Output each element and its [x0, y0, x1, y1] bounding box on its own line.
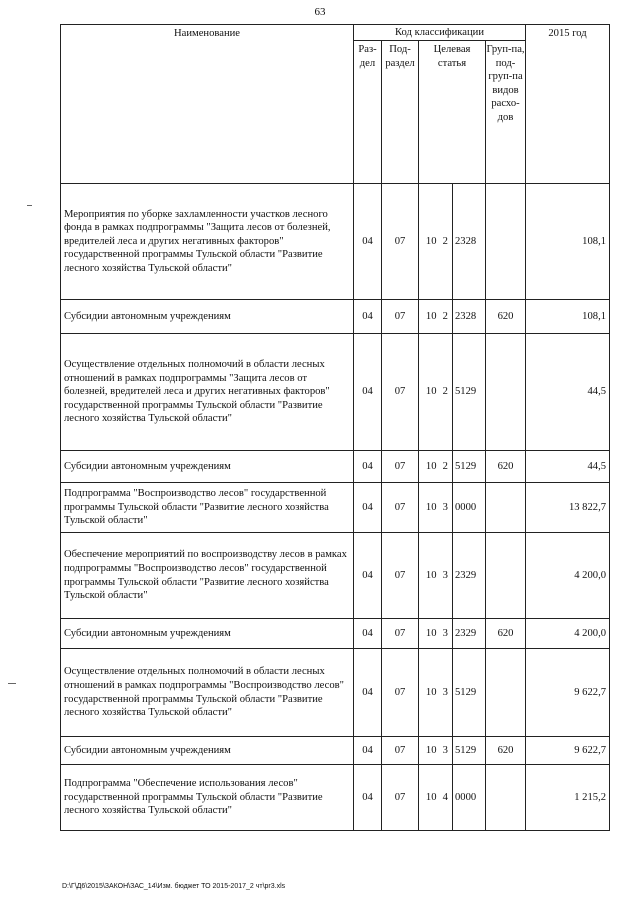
row-podrazdel: 07	[382, 300, 419, 334]
row-value: 9 622,7	[526, 649, 610, 737]
row-podrazdel: 07	[382, 765, 419, 831]
table-body	[61, 184, 610, 831]
table-row	[61, 334, 610, 451]
row-expense-group	[486, 334, 526, 451]
row-target-program: 10	[419, 765, 439, 831]
row-expense-group: 620	[486, 300, 526, 334]
row-podrazdel: 07	[382, 619, 419, 649]
table-row	[61, 483, 610, 533]
row-name: Осуществление отдельных полномочий в области лесных отношений в рамках подпрограммы "Воспроизводство лесов" государственной программы Тульской области "Развитие лесного хозяйства Тульской области"	[61, 649, 354, 737]
header-code: Код классификации	[354, 25, 526, 41]
header-group: Груп-па, под-груп-па видов расхо-дов	[486, 41, 526, 184]
row-expense-group	[486, 533, 526, 619]
row-value: 44,5	[526, 451, 610, 483]
row-name: Субсидии автономным учреждениям	[61, 619, 354, 649]
row-podrazdel: 07	[382, 649, 419, 737]
row-target-subprogram: 2	[439, 451, 453, 483]
row-name: Подпрограмма "Обеспечение использования лесов" государственной программы Тульской области "Развитие лесного хозяйства Тульской области"	[61, 765, 354, 831]
row-target-program: 10	[419, 483, 439, 533]
table-row	[61, 619, 610, 649]
table-row	[61, 300, 610, 334]
scan-mark	[27, 205, 32, 206]
row-target-code: 5129	[453, 334, 486, 451]
row-name: Обеспечение мероприятий по воспроизводству лесов в рамках подпрограммы "Воспроизводство лесов" государственной программы Тульской области "Развитие лесного хозяйства Тульской области"	[61, 533, 354, 619]
header-target: Целевая статья	[419, 41, 486, 184]
row-target-code: 0000	[453, 483, 486, 533]
row-target-subprogram: 3	[439, 483, 453, 533]
row-expense-group	[486, 765, 526, 831]
row-target-subprogram: 4	[439, 765, 453, 831]
row-target-subprogram: 3	[439, 619, 453, 649]
row-target-code: 5129	[453, 451, 486, 483]
header-podrazdel: Под-раздел	[382, 41, 419, 184]
row-target-program: 10	[419, 300, 439, 334]
row-expense-group: 620	[486, 451, 526, 483]
budget-table	[60, 24, 610, 831]
row-target-subprogram: 2	[439, 300, 453, 334]
table-row	[61, 737, 610, 765]
row-value: 4 200,0	[526, 533, 610, 619]
row-razdel: 04	[354, 619, 382, 649]
row-value: 44,5	[526, 334, 610, 451]
row-target-program: 10	[419, 334, 439, 451]
row-target-subprogram: 3	[439, 533, 453, 619]
row-name: Осуществление отдельных полномочий в области лесных отношений в рамках подпрограммы "Защита лесов от болезней, вредителей леса и других негативных факторов" государственной программы Тульской области "Развитие лесного хозяйства Тульской области"	[61, 334, 354, 451]
row-target-program: 10	[419, 619, 439, 649]
header-razdel: Раз-дел	[354, 41, 382, 184]
row-target-code: 2329	[453, 619, 486, 649]
row-expense-group	[486, 649, 526, 737]
row-target-subprogram: 3	[439, 649, 453, 737]
row-target-program: 10	[419, 737, 439, 765]
row-razdel: 04	[354, 483, 382, 533]
table-row	[61, 765, 610, 831]
row-target-subprogram: 3	[439, 737, 453, 765]
table-row	[61, 184, 610, 300]
row-target-code: 2328	[453, 184, 486, 300]
header-name: Наименование	[61, 25, 354, 184]
row-expense-group	[486, 483, 526, 533]
row-target-program: 10	[419, 533, 439, 619]
row-value: 13 822,7	[526, 483, 610, 533]
row-name: Субсидии автономным учреждениям	[61, 737, 354, 765]
row-value: 9 622,7	[526, 737, 610, 765]
row-razdel: 04	[354, 765, 382, 831]
file-path-footer: D:\Г\Д6\2015\ЗАКОН\ЗАС_14\Изм. бюджет ТО 2015-2017_2 чт\pr3.xls	[62, 883, 286, 890]
table-row	[61, 649, 610, 737]
row-target-subprogram: 2	[439, 184, 453, 300]
row-razdel: 04	[354, 184, 382, 300]
row-target-code: 0000	[453, 765, 486, 831]
row-name: Мероприятия по уборке захламленности участков лесного фонда в рамках подпрограммы "Защита лесов от болезней, вредителей леса и других негативных факторов" государственной программы Тульской области "Развитие лесного хозяйства Тульской области"	[61, 184, 354, 300]
page-number: 63	[314, 6, 326, 18]
row-name: Субсидии автономным учреждениям	[61, 300, 354, 334]
row-razdel: 04	[354, 334, 382, 451]
row-value: 108,1	[526, 300, 610, 334]
row-value: 1 215,2	[526, 765, 610, 831]
row-podrazdel: 07	[382, 184, 419, 300]
row-value: 4 200,0	[526, 619, 610, 649]
row-target-program: 10	[419, 451, 439, 483]
row-razdel: 04	[354, 533, 382, 619]
row-expense-group	[486, 184, 526, 300]
table-row	[61, 451, 610, 483]
row-target-code: 5129	[453, 737, 486, 765]
row-podrazdel: 07	[382, 737, 419, 765]
row-target-code: 2329	[453, 533, 486, 619]
row-podrazdel: 07	[382, 483, 419, 533]
row-target-code: 2328	[453, 300, 486, 334]
row-value: 108,1	[526, 184, 610, 300]
header-year: 2015 год	[526, 25, 610, 184]
row-target-code: 5129	[453, 649, 486, 737]
row-target-program: 10	[419, 184, 439, 300]
row-podrazdel: 07	[382, 451, 419, 483]
row-name: Субсидии автономным учреждениям	[61, 451, 354, 483]
row-razdel: 04	[354, 451, 382, 483]
row-target-subprogram: 2	[439, 334, 453, 451]
scan-mark	[8, 683, 16, 684]
row-name: Подпрограмма "Воспроизводство лесов" государственной программы Тульской области "Развитие лесного хозяйства Тульской области"	[61, 483, 354, 533]
row-razdel: 04	[354, 649, 382, 737]
row-podrazdel: 07	[382, 533, 419, 619]
row-target-program: 10	[419, 649, 439, 737]
row-expense-group: 620	[486, 619, 526, 649]
row-razdel: 04	[354, 737, 382, 765]
table-row	[61, 533, 610, 619]
row-podrazdel: 07	[382, 334, 419, 451]
row-expense-group: 620	[486, 737, 526, 765]
row-razdel: 04	[354, 300, 382, 334]
